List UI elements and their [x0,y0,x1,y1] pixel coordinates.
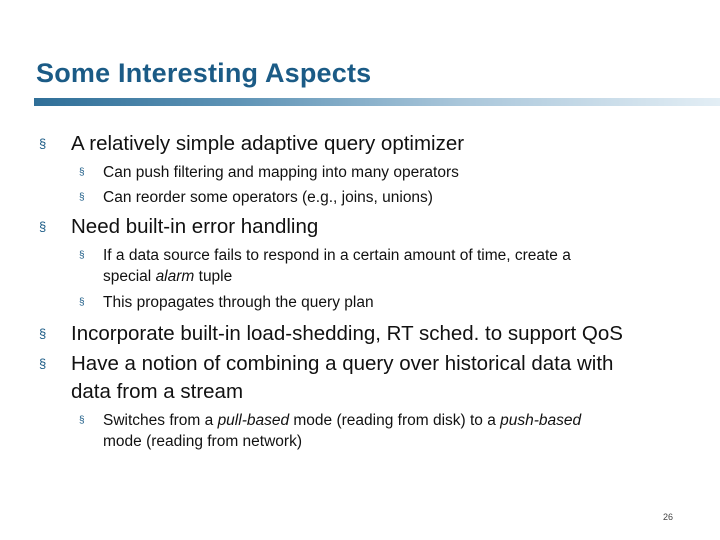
slide-title: Some Interesting Aspects [36,58,372,88]
bullet-1 [39,130,465,158]
bullet-4-line-1: Have a notion of combining a query over historical data with [71,352,614,375]
bullet-marker-icon: § [39,136,47,151]
bullet-1-sub-1-text: Can push filtering and mapping into many operators [103,164,459,181]
bullet-2-sub-2 [79,292,374,313]
bullet-3-text: Incorporate built-in load-shedding, RT sched. to support QoS [71,322,623,345]
bullet-1-sub-1 [79,162,459,183]
bullet-3 [39,320,623,348]
bullet-2 [39,213,319,241]
bullet-4-sub-1-line-2: mode (reading from network) [103,433,302,450]
bullet-4-sub-1 [79,410,582,431]
sub-bullet-marker-icon: § [79,415,85,426]
bullet-2-sub-2-text: This propagates through the query plan [103,294,374,311]
bullet-4-line-2: data from a stream [71,380,244,403]
bullet-2-sub-1-line-2-em: alarm [155,268,195,285]
bullet-4-sub-1-em-1: pull-based [217,412,290,429]
bullet-4-continuation [71,378,243,406]
bullet-1-sub-2-text: Can reorder some operators (e.g., joins, unions) [103,189,433,206]
bullet-2-sub-1-line-2-pre: special [103,268,156,285]
bullet-1-sub-2 [79,187,433,208]
sub-bullet-marker-icon: § [79,192,85,203]
bullet-1-text: A relatively simple adaptive query optimizer [71,132,465,155]
bullet-marker-icon: § [39,219,47,234]
bullet-4-sub-1-pre: Switches from a [103,412,218,429]
bullet-2-sub-1-line-2-post: tuple [194,268,233,285]
bullet-marker-icon: § [39,326,47,341]
page-number: 26 [662,512,673,522]
bullet-4 [39,350,614,378]
bullet-2-sub-1-line-1: If a data source fails to respond in a certain amount of time, create a [103,247,571,264]
sub-bullet-marker-icon: § [79,167,85,178]
bullet-2-sub-1 [79,245,571,266]
bullet-4-sub-1-em-2: push-based [500,412,582,429]
bullet-4-sub-1-continuation [103,431,302,452]
bullet-2-sub-1-continuation [103,266,232,287]
bullet-2-text: Need built-in error handling [71,215,319,238]
sub-bullet-marker-icon: § [79,297,85,308]
bullet-marker-icon: § [39,356,47,371]
sub-bullet-marker-icon: § [79,250,85,261]
bullet-4-sub-1-mid: mode (reading from disk) to a [289,412,501,429]
